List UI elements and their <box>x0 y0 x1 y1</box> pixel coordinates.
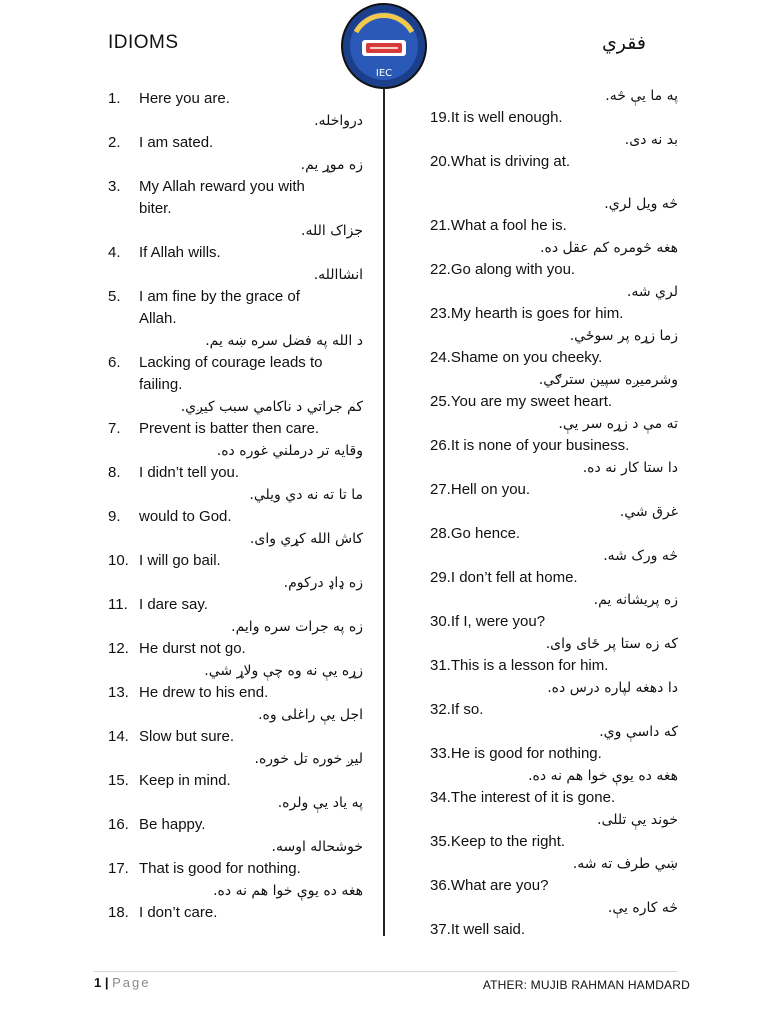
idiom-english: It well said. <box>450 921 526 938</box>
idiom-english-line <box>430 259 678 281</box>
idiom-english: I dare say. <box>139 596 208 613</box>
idiom-english-line <box>108 506 363 528</box>
idiom-english-line <box>108 88 363 110</box>
column-divider <box>383 88 385 936</box>
idiom-english: He durst not go. <box>139 640 246 657</box>
idiom-english-line <box>108 814 363 836</box>
idiom-english-line <box>108 726 363 748</box>
idiom-pashto: وشرمیږه سپین سترګي. <box>538 372 678 388</box>
spacer <box>430 173 678 193</box>
idiom-pashto: ښي طرف ته شه. <box>572 856 678 872</box>
idiom-item <box>108 814 363 858</box>
idiom-number: 21. <box>430 217 451 234</box>
idiom-english: I don’t care. <box>139 904 218 921</box>
idiom-english: He drew to his end. <box>139 684 269 701</box>
idiom-pashto: جزاک الله. <box>301 223 363 239</box>
idiom-pashto: زما زړه پر سوځي. <box>569 328 678 344</box>
idiom-pashto: څه کاره یې. <box>607 900 678 916</box>
idiom-pashto: هغه ده یوې خوا هم نه ده. <box>528 768 678 784</box>
idiom-pashto: ته مې د زړه سر یې. <box>558 416 678 432</box>
page-number: 1 <box>94 975 102 990</box>
idiom-english-line <box>108 770 363 792</box>
idiom-pashto: که زه ستا پر ځای وای. <box>545 636 678 652</box>
idiom-number: 3. <box>108 178 121 195</box>
idiom-english: If Allah wills. <box>139 244 221 261</box>
idiom-pashto: زړه یې نه وه چې ولاړ شي. <box>204 663 363 679</box>
idiom-number: 11. <box>108 596 128 613</box>
idiom-english-line <box>430 787 678 809</box>
idiom-english-line <box>430 151 678 173</box>
idiom-item <box>108 176 363 242</box>
idiom-item <box>108 352 363 418</box>
idiom-pashto: دا ستا کار نه ده. <box>582 460 678 476</box>
logo-emblem <box>340 2 428 90</box>
idiom-number: 7. <box>108 420 121 437</box>
idiom-number: 36. <box>430 877 451 894</box>
idiom-item <box>108 550 363 594</box>
idiom-english-line <box>108 858 363 880</box>
idiom-number: 16. <box>108 816 129 833</box>
idiom-english: I am fine by the grace of <box>139 288 300 305</box>
idiom-english-line <box>108 352 363 374</box>
idiom-number: 37. <box>430 921 451 938</box>
idiom-pashto: زه پریشانه یم. <box>593 592 678 608</box>
idiom-number: 12. <box>108 640 129 657</box>
idiom-pashto: خوند یې تللی. <box>597 812 678 828</box>
idiom-english-line <box>430 655 678 677</box>
idiom-english-line <box>430 347 678 369</box>
idiom-english-line <box>430 479 678 501</box>
idiom-number: 9. <box>108 508 121 525</box>
idiom-english-line <box>430 391 678 413</box>
idiom-english: What a fool he is. <box>450 217 567 234</box>
left-column <box>108 88 363 924</box>
idiom-pashto: لري شه. <box>626 284 678 300</box>
footer-rule <box>94 971 678 972</box>
idiom-number: 23. <box>430 305 451 322</box>
idiom-number: 26. <box>430 437 451 454</box>
idiom-english: Be happy. <box>139 816 206 833</box>
idiom-item <box>108 506 363 550</box>
idiom-english-line <box>108 242 363 264</box>
idiom-english: Go hence. <box>450 525 521 542</box>
idiom-item <box>108 462 363 506</box>
idiom-pashto: زه موړ یم. <box>300 157 363 173</box>
idiom-number: 18. <box>108 904 129 921</box>
idiom-number: 34. <box>430 789 451 806</box>
idiom-english-line <box>108 682 363 704</box>
idiom-number: 22. <box>430 261 451 278</box>
idiom-english: Lacking of courage leads to <box>139 354 323 371</box>
idiom-english-line <box>430 611 678 633</box>
idiom-english: My Allah reward you with <box>139 178 305 195</box>
idiom-number: 35. <box>430 833 451 850</box>
idiom-english: Go along with you. <box>450 261 576 278</box>
idiom-english: Slow but sure. <box>139 728 235 745</box>
page-separator: | <box>104 975 109 990</box>
idiom-english: You are my sweet heart. <box>450 393 613 410</box>
idiom-english-line <box>430 435 678 457</box>
idiom-english-line <box>108 418 363 440</box>
idiom-pashto: زه په جرات سره وایم. <box>231 619 363 635</box>
idiom-number: 32. <box>430 701 451 718</box>
footer-author: ATHER: MUJIB RAHMAN HAMDARD <box>482 978 690 992</box>
idiom-pashto: هغه څومره کم عقل ده. <box>540 240 678 256</box>
right-column <box>430 85 678 941</box>
idiom-pashto: په یاد یې ولره. <box>277 795 363 811</box>
idiom-english-line <box>108 176 363 198</box>
idiom-number: 19. <box>430 109 451 126</box>
idiom-item <box>108 594 363 638</box>
idiom-number: 20. <box>430 153 451 170</box>
idiom-item <box>108 242 363 286</box>
idiom-number: 29. <box>430 569 451 586</box>
idiom-english: Keep to the right. <box>450 833 566 850</box>
page-title-pashto: فقري <box>601 33 646 54</box>
idiom-english-line <box>430 743 678 765</box>
idiom-pashto: خوشحاله اوسه. <box>271 839 363 855</box>
idiom-english-line <box>430 523 678 545</box>
idiom-item <box>108 902 363 924</box>
idiom-english: What is driving at. <box>450 153 571 170</box>
idiom-item <box>108 88 363 132</box>
idiom-number: 31. <box>430 657 451 674</box>
idiom-pashto: کاش الله کړي وای. <box>249 531 363 547</box>
idiom-english: The interest of it is gone. <box>450 789 616 806</box>
idiom-english-line <box>108 902 363 924</box>
idiom-english: I am sated. <box>139 134 214 151</box>
idiom-english: would to God. <box>139 508 232 525</box>
idiom-english-line <box>108 550 363 572</box>
idiom-item <box>108 770 363 814</box>
idiom-pashto: درواخله. <box>314 113 363 129</box>
idiom-number: 1. <box>108 90 121 107</box>
idiom-pashto: بد نه دی. <box>624 132 678 148</box>
idiom-number: 8. <box>108 464 121 481</box>
idiom-english-line <box>108 286 363 308</box>
idiom-item <box>108 418 363 462</box>
idiom-english-line <box>430 215 678 237</box>
idiom-number: 24. <box>430 349 451 366</box>
idiom-english: Prevent is batter then care. <box>139 420 320 437</box>
idiom-english-line <box>430 831 678 853</box>
idiom-number: 2. <box>108 134 121 151</box>
idiom-number: 25. <box>430 393 451 410</box>
idiom-item <box>108 682 363 726</box>
idiom-english-line <box>430 699 678 721</box>
idiom-number: 33. <box>430 745 451 762</box>
idiom-english-line <box>430 567 678 589</box>
idiom-number: 17. <box>108 860 129 877</box>
idiom-pashto: کم جراتي د ناکامي سبب کیږي. <box>180 399 363 415</box>
idiom-english-line <box>430 919 678 941</box>
idiom-english-continued: Allah. <box>139 310 177 327</box>
idiom-english-line <box>430 303 678 325</box>
idiom-pashto: لیږ خوره تل خوره. <box>254 751 363 767</box>
idiom-english: What are you? <box>450 877 549 894</box>
idiom-english: I don’t fell at home. <box>450 569 578 586</box>
idiom-pashto: اجل یې راغلی وه. <box>258 707 363 723</box>
idiom-english-line <box>108 594 363 616</box>
idiom-number: 14. <box>108 728 129 745</box>
idiom-pashto: څه ورک شه. <box>603 548 678 564</box>
page-title-english: IDIOMS <box>108 32 179 53</box>
idiom-english: Here you are. <box>139 90 230 107</box>
idiom-english-line <box>430 107 678 129</box>
idiom-number: 6. <box>108 354 121 371</box>
idiom-english: Shame on you cheeky. <box>450 349 603 366</box>
idiom-pashto: څه ویل لري. <box>604 196 678 212</box>
idiom-english-continued: biter. <box>139 200 172 217</box>
idiom-english-line <box>108 638 363 660</box>
page-label: Page <box>112 975 151 990</box>
idiom-english: If I, were you? <box>450 613 546 630</box>
idiom-english: If so. <box>450 701 484 718</box>
idiom-pashto: ما تا ته نه دي ویلي. <box>249 487 363 503</box>
idiom-number: 4. <box>108 244 121 261</box>
idiom-english: Keep in mind. <box>139 772 231 789</box>
idiom-item <box>108 638 363 682</box>
idiom-english: It is none of your business. <box>450 437 630 454</box>
idiom-item <box>108 858 363 902</box>
idiom-english: That is good for nothing. <box>139 860 301 877</box>
idiom-english-line <box>430 875 678 897</box>
idiom-english: He is good for nothing. <box>450 745 602 762</box>
idiom-number: 30. <box>430 613 451 630</box>
idiom-item <box>108 286 363 352</box>
idiom-pashto: زه ډاډ درکوم. <box>283 575 363 591</box>
idiom-english-line <box>108 132 363 154</box>
idiom-pashto: په ما یې څه. <box>605 88 678 104</box>
idiom-number: 13. <box>108 684 129 701</box>
idiom-english: I didn’t tell you. <box>139 464 240 481</box>
idiom-pashto: د الله په فضل سره ښه یم. <box>205 333 363 349</box>
idiom-pashto: که داسې وي. <box>599 724 678 740</box>
idiom-pashto: انشاالله. <box>313 267 363 283</box>
idiom-english: It is well enough. <box>450 109 563 126</box>
idiom-english: I will go bail. <box>139 552 221 569</box>
idiom-english: My hearth is goes for him. <box>450 305 624 322</box>
idiom-pashto: غرق شي. <box>619 504 678 520</box>
idiom-english-line <box>108 462 363 484</box>
idiom-pashto: هغه ده یوې خوا هم نه ده. <box>213 883 363 899</box>
idiom-item <box>108 726 363 770</box>
idiom-number: 10. <box>108 552 129 569</box>
idiom-number: 15. <box>108 772 129 789</box>
idiom-english: This is a lesson for him. <box>450 657 609 674</box>
idiom-english-continued: failing. <box>139 376 183 393</box>
idiom-item <box>108 132 363 176</box>
idiom-number: 27. <box>430 481 451 498</box>
idiom-number: 5. <box>108 288 121 305</box>
idiom-pashto: وقایه تر درملني غوره ده. <box>216 443 363 459</box>
footer-page-info <box>94 975 151 990</box>
idiom-number: 28. <box>430 525 451 542</box>
logo-letters: IEC <box>375 68 393 79</box>
idiom-pashto: دا دهغه لپاره درس ده. <box>547 680 678 696</box>
idiom-english: Hell on you. <box>450 481 531 498</box>
